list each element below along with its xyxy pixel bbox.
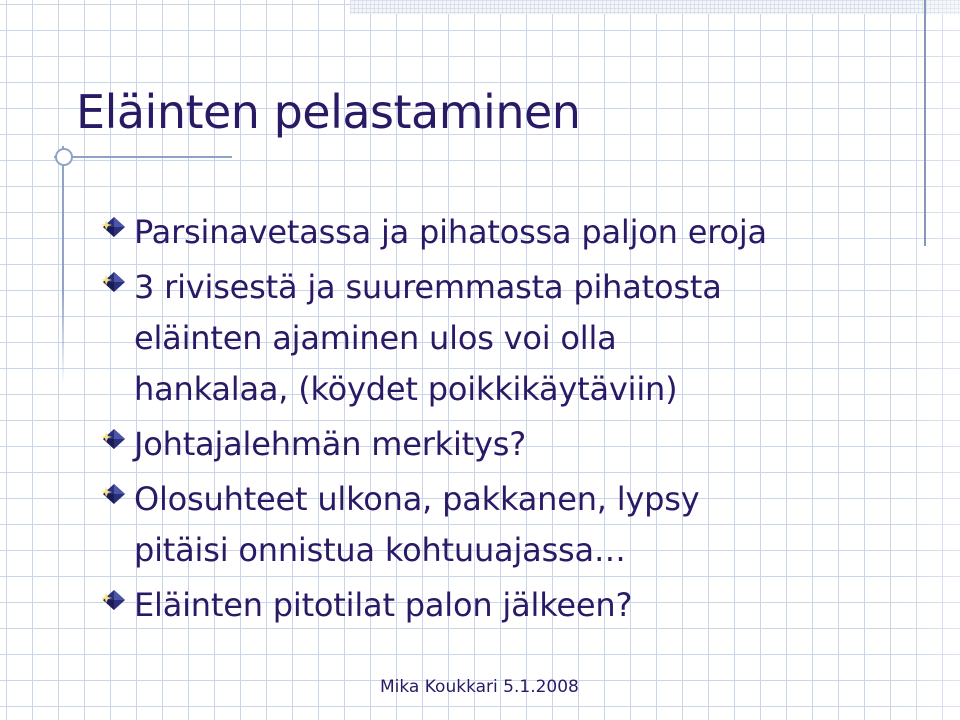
bullet-text: hankalaa, (köydet poikkikäytäviin) [134, 370, 678, 408]
bullet-text: Eläinten pitotilat palon jälkeen? [134, 586, 633, 624]
footer-author-date: Mika Koukkari 5.1.2008 [380, 677, 579, 697]
ring-icon [55, 148, 73, 166]
top-decorative-band [350, 0, 960, 14]
diamond-sparkle-icon [100, 215, 128, 239]
bullet-text: pitäisi onnistua kohtuuajassa… [134, 531, 626, 569]
bullet-text: Olosuhteet ulkona, pakkanen, lypsy [134, 480, 700, 518]
bullet-item [100, 474, 900, 576]
bullet-item [100, 207, 900, 258]
diamond-sparkle-icon [100, 588, 128, 612]
bullet-text: Johtajalehmän merkitys? [134, 425, 527, 463]
diamond-sparkle-icon [100, 270, 128, 294]
title-underline-rule [54, 156, 232, 158]
bullet-text: eläinten ajaminen ulos voi olla [134, 319, 617, 357]
slide-title: Eläinten pelastaminen [76, 85, 581, 139]
bullet-text: Parsinavetassa ja pihatossa paljon eroja [134, 213, 767, 251]
bullet-list [100, 207, 900, 635]
bullet-text: 3 rivisestä ja suuremmasta pihatosta [134, 268, 722, 306]
left-vertical-rule [62, 146, 64, 386]
diamond-sparkle-icon [100, 427, 128, 451]
bullet-item [100, 419, 900, 470]
bullet-item [100, 580, 900, 631]
bullet-item [100, 262, 900, 415]
diamond-sparkle-icon [100, 482, 128, 506]
right-fade [900, 0, 960, 720]
